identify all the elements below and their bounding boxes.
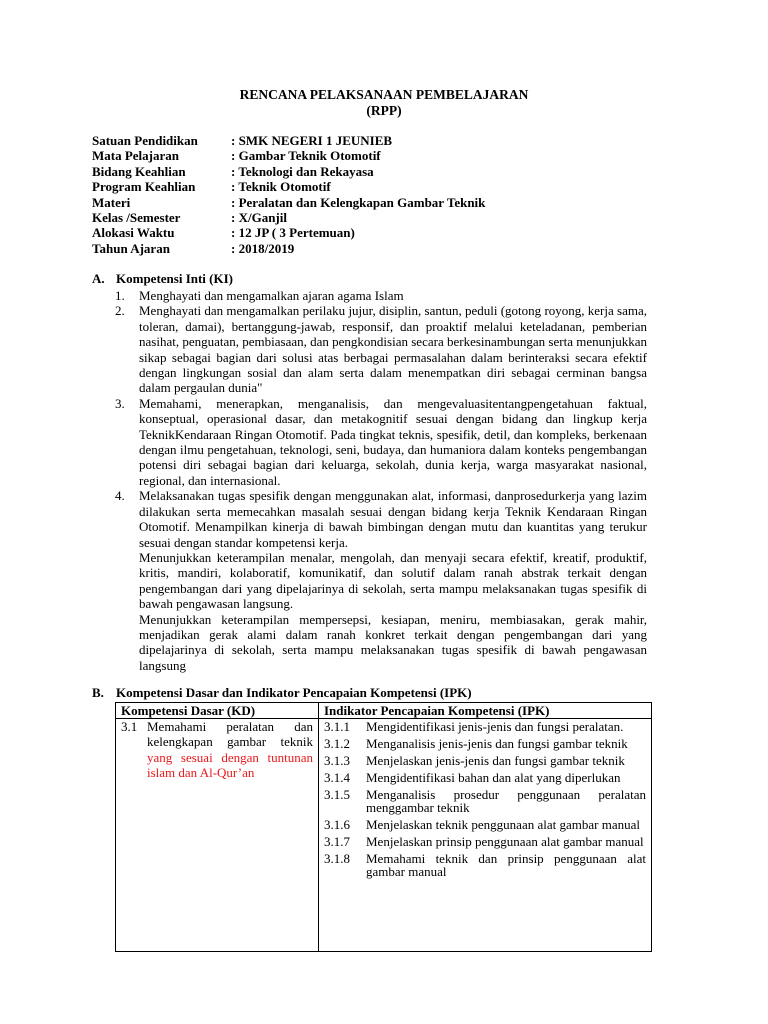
ki-number: 4.	[115, 488, 125, 504]
kd-number: 3.1	[121, 719, 138, 734]
meta-value: : 2018/2019	[231, 240, 295, 256]
meta-row	[92, 225, 485, 240]
column-header-ipk: Indikator Pencapaian Kompetensi (IPK)	[319, 703, 652, 719]
ipk-number: 3.1.5	[324, 787, 350, 802]
ki-item	[115, 396, 647, 488]
ipk-cell	[319, 719, 652, 952]
ipk-number: 3.1.4	[324, 770, 350, 785]
ipk-item	[324, 852, 646, 878]
section-letter: B.	[92, 685, 104, 700]
section-title: Kompetensi Inti (KI)	[116, 271, 233, 286]
ipk-text: Memahami teknik dan prinsip penggunaan alat gambar manual	[366, 851, 646, 879]
meta-row	[92, 164, 485, 179]
meta-key: Materi	[92, 194, 131, 210]
meta-value: : Peralatan dan Kelengkapan Gambar Teknik	[231, 194, 486, 210]
meta-key: Kelas /Semester	[92, 209, 181, 225]
document-subtitle: (RPP)	[366, 103, 402, 118]
ipk-number: 3.1.2	[324, 736, 350, 751]
ki-text: Memahami, menerapkan, menganalisis, dan mengevaluasitentangpengetahuan faktual, konseptual, operasional dasar, dan metakognitif sesuai dengan bidang dan lingkup kerja TeknikKendaraan Ringan Otomotif. Pada tingkat teknis, spesifik, detil, dan kompleks, berkenaan dengan ilmu pengetahuan, teknologi, seni, budaya, dan humaniora dalam konteks pengembangan potensi diri sebagai bagian dari keluarga, sekolah, dunia kerja, warga masyarakat nasional, regional, dan internasional.	[139, 395, 647, 488]
ki-text: Menghayati dan mengamalkan perilaku jujur, disiplin, santun, peduli (gotong royong, kerja sama, toleran, damai), bertanggung-jawab, responsif, dan proaktif melalui keteladanan, pemberian nasihat, penguatan, pembiasaan, dan pengkondisian secara berkesinambungan serta menunjukkan sikap sebagai bagian dari solusi atas berbagai permasalahan dalam berinteraksi secara efektif dengan lingkungan sosial dan alam serta dalam menempatkan diri sebagai cerminan bangsa dalam pergaulan dunia"	[139, 303, 647, 396]
ipk-item	[324, 788, 646, 814]
ki-item	[115, 303, 647, 395]
identity-block	[92, 133, 485, 256]
ki-number: 1.	[115, 288, 125, 303]
kd-text: Memahami peralatan dan kelengkapan gambar teknik	[147, 719, 313, 750]
section-a-heading	[92, 271, 233, 287]
meta-row	[92, 148, 485, 163]
ipk-number: 3.1.6	[324, 817, 350, 832]
ipk-item	[324, 754, 646, 767]
ki-text: Melaksanakan tugas spesifik dengan menggunakan alat, informasi, danprosedurkerja yang lazim dilakukan serta memecahkan masalah sesuai dengan bidang kerja Teknik Kendaraan Ringan Otomotif. Menampilkan kinerja di bawah bimbingan dengan mutu dan kuantitas yang terukur sesuai dengan standar kompetensi kerja.	[139, 488, 647, 550]
ipk-text: Menganalisis jenis-jenis dan fungsi gambar teknik	[366, 736, 628, 751]
ipk-number: 3.1.1	[324, 719, 350, 734]
meta-row	[92, 133, 485, 148]
ipk-item	[324, 835, 646, 848]
kd-cell	[116, 719, 319, 952]
kd-entry	[121, 719, 313, 781]
ipk-text: Menjelaskan prinsip penggunaan alat gambar manual	[366, 834, 644, 849]
ipk-item	[324, 771, 646, 784]
ipk-item	[324, 720, 646, 733]
ki-text: Menghayati dan mengamalkan ajaran agama Islam	[139, 288, 404, 303]
table-row	[116, 719, 652, 952]
meta-row	[92, 195, 485, 210]
document-title: RENCANA PELAKSANAAN PEMBELAJARAN	[239, 87, 529, 102]
section-title: Kompetensi Dasar dan Indikator Pencapaian Kompetensi (IPK)	[116, 685, 472, 700]
ipk-number: 3.1.7	[324, 834, 350, 849]
meta-value: : Gambar Teknik Otomotif	[231, 148, 381, 164]
meta-value: : 12 JP ( 3 Pertemuan)	[231, 225, 355, 241]
ipk-text: Mengidentifikasi jenis-jenis dan fungsi peralatan.	[366, 719, 624, 734]
meta-key: Bidang Keahlian	[92, 163, 186, 179]
ipk-text: Menjelaskan jenis-jenis dan fungsi gambar teknik	[366, 753, 625, 768]
ki-item	[115, 288, 647, 303]
section-letter: A.	[92, 271, 105, 286]
ki-item	[115, 488, 647, 673]
ipk-number: 3.1.3	[324, 753, 350, 768]
kd-text-highlight: yang sesuai dengan tuntunan islam dan Al-Qur’an	[147, 749, 313, 781]
meta-row	[92, 179, 485, 194]
meta-row	[92, 241, 485, 256]
meta-key: Alokasi Waktu	[92, 225, 175, 241]
ipk-item	[324, 818, 646, 831]
section-b-heading	[92, 685, 472, 701]
kd-ipk-table	[115, 702, 652, 952]
column-header-kd: Kompetensi Dasar (KD)	[116, 703, 319, 719]
ki-text-paragraph-3: Menunjukkan keterampilan mempersepsi, kesiapan, meniru, membiasakan, gerak mahir, menjadikan gerak alami dalam ranah konkret terkait dengan pengembangan dari yang dipelajarinya di sekolah, serta mampu melaksanakan tugas spesifik di bawah pengawasan langsung	[139, 611, 647, 673]
ipk-text: Menganalisis prosedur penggunaan peralatan menggambar teknik	[366, 787, 646, 815]
ki-list	[115, 288, 647, 673]
ipk-number: 3.1.8	[324, 851, 350, 866]
meta-value: : X/Ganjil	[231, 209, 287, 225]
ki-text-paragraph-2: Menunjukkan keterampilan menalar, mengolah, dan menyaji secara efektif, kreatif, produktif, kritis, mandiri, kolaboratif, komunikatif, dan solutif dalam ranah abstrak terkait dengan pengembangan dari yang dipelajarinya di sekolah, serta mampu melaksanakan tugas spesifik di bawah pengawasan langsung.	[139, 549, 647, 612]
ipk-text: Mengidentifikasi bahan dan alat yang diperlukan	[366, 770, 621, 785]
meta-key: Mata Pelajaran	[92, 148, 180, 164]
meta-value: : Teknik Otomotif	[231, 179, 331, 195]
meta-value: : Teknologi dan Rekayasa	[231, 163, 374, 179]
ipk-item	[324, 737, 646, 750]
ki-number: 2.	[115, 303, 125, 319]
ipk-text: Menjelaskan teknik penggunaan alat gambar manual	[366, 817, 640, 832]
meta-key: Tahun Ajaran	[92, 240, 170, 256]
meta-key: Satuan Pendidikan	[92, 133, 198, 148]
meta-key: Program Keahlian	[92, 179, 196, 195]
meta-value: : SMK NEGERI 1 JEUNIEB	[231, 133, 393, 148]
meta-row	[92, 210, 485, 225]
table-header-row	[116, 703, 652, 719]
ki-number: 3.	[115, 395, 125, 411]
